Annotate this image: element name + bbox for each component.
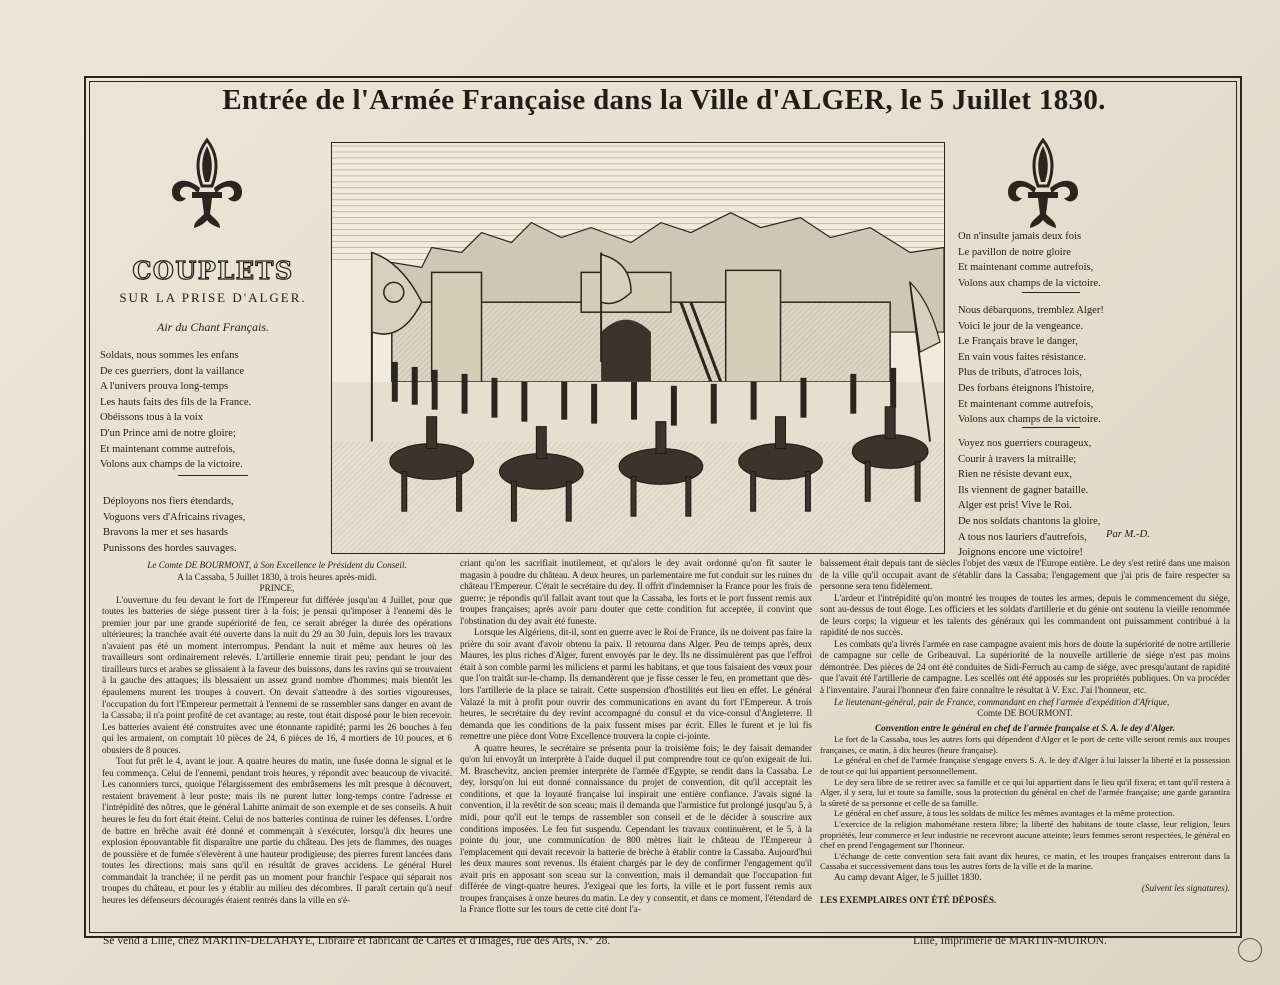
letter-paragraph: L'ardeur et l'intrépidité qu'on montré les troupes de toutes les armes, depuis le commencement du siége, sont au-dessus de tout éloge. Les officiers et les soldats d'artillerie et du génie ont soutenu la vieille renommée de leurs corps; la vigueur et les talents des généraux qui les commandent ont puissamment contribué à la rapidité de nos succès. [820, 592, 1230, 638]
verse-line: Voici le jour de la vengeance. [958, 320, 1084, 332]
verse-divider [1022, 427, 1080, 428]
verse-divider [178, 475, 248, 476]
convention-signatures: (Suivent les signatures). [1141, 883, 1230, 894]
fleur-de-lis-left-icon [166, 136, 248, 236]
deposit-notice: LES EXEMPLAIRES ONT ÉTÉ DÉPOSÉS. [820, 895, 997, 906]
letter-dateline: A la Cassaba, 5 Juillet 1830, à trois heures après-midi. [177, 571, 377, 582]
verse-line: Volons aux champs de la victoire. [958, 277, 1101, 289]
footer-printer: Lille, Imprimerie de MARTIN-MUIRON. [913, 935, 1107, 947]
verse-line: A tous nos lauriers d'autrefois, [958, 531, 1087, 543]
convention-date: Au camp devant Alger, le 5 juillet 1830. [834, 871, 982, 882]
letter-paragraph: baissement était depuis tant de siècles l'objet des vœux de l'Europe entière. Le dey s'est retiré dans une maison de la ville qu'il occupait avant de s'établir dans la Cassaba; l'engagement que j'ai pris de faire respecter sa personne sera tenu fidèlement. [820, 558, 1230, 592]
verse-line: Punissons des hordes sauvages. [103, 542, 237, 554]
song-air: Air du Chant Français. [156, 320, 269, 334]
song-subtitle: SUR LA PRISE D'ALGER. [119, 290, 307, 305]
verse-divider [1022, 292, 1080, 293]
letter-paragraph: L'ouverture du feu devant le fort de l'Empereur fut différée jusqu'au 4 Juillet, pour que toutes les batteries de siége pussent tirer à la fois; je pensai qu'imposer à l'ennemi dès le premier jour par une grande supériorité de feu, ce serait abréger la durée des opérations ultérieures; la tranchée avait été ouverte dans la nuit du 29 au 30 Juin, depuis lors les travaux n'avaient pas été un moment interrompus. Pendant la nuit et même aux heures où les travailleurs sont ordinairement relevés. L'artillerie ennemie tirait peu; pendant le jour des tirailleurs turcs et arabes se glissaient à la faveur des buissons, dans les ravins qui se trouvaient à la gauche des attaques; ils blessaient un assez grand nombre d'hommes; mais bientôt les épaulemens murent les troupes à couvert. On devait s'attendre à des sorties vigoureuses, l'occupation du fort l'Empereur permettait à l'ennemi de se rassembler sans danger en avant de la Cassaba; il n'a point profité de cet avantage; au reste, tout était disposé pour le bien recevoir. Les batteries avaient été construites avec une étonnante rapidité; parmi les 26 bouches à feu qui les armaient, on comptait 10 pièces de 24, 6 pièces de 16, 4 mortiers de 10 pouces, et 6 obusiers de 8 pouces. [102, 594, 452, 755]
convention-paragraph: L'exercice de la religion mahométane restera libre; la liberté des habitans de toute classe, leur religion, leurs propriétés, leur commerce et leur industrie ne recevront aucune atteinte; leurs femmes seront respectées, le général en chef en prend l'engagement sur l'honneur. [820, 818, 1230, 851]
verse-line: Nous débarquons, tremblez Alger! [958, 305, 1104, 316]
verse-line: Voguons vers d'Africains rivages, [103, 511, 246, 523]
verse-line: D'un Prince ami de notre gloire; [100, 427, 236, 439]
page-title: Entrée de l'Armée Française dans la Ville d'ALGER, le 5 Juillet 1830. [222, 84, 1106, 116]
convention-paragraph: Le général en chef de l'armée française s'engage envers S. A. le dey d'Alger à lui laisser la liberté et la possession de tout ce qui lui appartient personnellement. [820, 755, 1230, 776]
library-stamp-icon [1238, 938, 1262, 962]
verse-line: Plus de tributs, d'atroces lois, [958, 367, 1082, 379]
convention-paragraph: L'échange de cette convention sera fait avant dix heures, ce matin, et les troupes françaises entreront dans la Cassaba et successivement dans tous les autres forts de la ville et de la marine. [820, 850, 1230, 872]
engraving-illustration [331, 142, 945, 554]
verse-line: On n'insulte jamais deux fois [958, 231, 1082, 242]
letter-column-2 [460, 558, 812, 916]
verse-4 [958, 303, 1104, 428]
letter-paragraph: Les combats qu'a livrés l'armée en rase campagne avaient mis hors de doute la supériorité de notre artillerie de campagne sur celle de Gribeauval. La supériorité de la nouvelle artillerie de siége n'est pas moins démontrée. Des pièces de 24 ont été conduites de Sidi-Ferruch au camp de siége, avec presqu'autant de rapidité que l'avait été l'artillerie de campagne. Les scellés ont été apposés sur les propriétés publiques. On va procéder à l'inventaire. J'aurai l'honneur d'en faire connaître le résultat à V. Exc. J'ai l'honneur, etc. [820, 638, 1230, 696]
song-title: COUPLETS [132, 256, 294, 285]
convention-paragraph: Le fort de la Cassaba, tous les autres forts qui dépendent d'Alger et le port de cette ville seront remis aux troupes françaises, ce matin, à dix heures (heure française). [820, 734, 1230, 755]
song-signature: Par M.-D. [1106, 529, 1150, 540]
verse-line: Soldats, nous sommes les enfans [100, 350, 239, 361]
verse-line: Voyez nos guerriers courageux, [958, 438, 1092, 449]
verse-line: De nos soldats chantons la gloire, [958, 515, 1101, 527]
verse-line: Alger est pris! Vive le Roi. [958, 500, 1072, 512]
letter-column-1 [102, 560, 452, 906]
verse-line: Déployons nos fiers étendards, [103, 496, 234, 507]
verse-line: Le pavillon de notre gloire [958, 246, 1071, 258]
letter-heading-name: Le Comte DE BOURMONT, [147, 560, 252, 570]
verse-line: Et maintenant comme autrefois, [958, 262, 1094, 274]
verse-3 [958, 229, 1101, 291]
letter-paragraph: Lorsque les Algériens, dit-il, sont en guerre avec le Roi de France, ils ne doivent pas faire la prière du soir avant d'avoir obtenu la paix. Il retourna dans Alger. Peu de temps après, deux Maures, les plus riches d'Alger, furent envoyés par le dey. Ils ne dissimulèrent pas que l'effroi était à son comble parmi les miliciens et parmi les habitans, et que tous faisaient des vœux pour que l'on traitât sur-le-champ. Ils demandèrent que je fisse cesser le feu, en promettant que dès-lors l'artillerie de la place se tairait. Cette suspension d'hostilités eut lieu en effet. Le général Valazé la mit à profit pour ouvrir des communications en avant du fort l'Empereur. A trois heures, le secrétaire du dey revint accompagné du consul et du vice-consul d'Angleterre. Il demanda que les conditions de la paix fussent mises par écrit. Elles le furent et je lui fis remettre une pièce dont Votre Excellence trouvera la copie ci-jointe. [460, 627, 812, 742]
verse-line: Bravons la mer et ses hasards [103, 527, 229, 539]
verse-line: Ils viennent de gagner bataille. [958, 484, 1089, 496]
verse-line: Courir à travers la mitraille; [958, 453, 1077, 465]
convention-paragraph: Le dey sera libre de se retirer avec sa famille et ce qui lui appartient dans le lieu qu'il fixera; et tant qu'il restera à Alger, il y sera, lui et toute sa famille, sous la protection du général en chef de l'armée française; une garde garantira la sûreté de sa personne et celle de sa famille. [820, 776, 1230, 808]
verse-line: Obéissons tous à la voix [100, 412, 203, 424]
verse-line: A l'univers prouva long-temps [100, 381, 229, 393]
convention-paragraph: Le général en chef assure, à tous les soldats de milice les mêmes avantages et la même protection. [834, 808, 1175, 819]
engraving-drawing [332, 143, 944, 553]
verse-line: Volons aux champs de la victoire. [100, 459, 243, 471]
verse-line: Le Français brave le danger, [958, 336, 1078, 348]
verse-line: De ces guerriers, dont la vaillance [100, 365, 245, 377]
letter-paragraph: Tout fut prêt le 4, avant le jour. A quatre heures du matin, une fusée donna le signal et le feu commença. Celui de l'ennemi, pendant trois heures, y répondit avec beaucoup de vivacité. Les canonniers turcs, quoique l'élargissement des embrâsemens les mît presque à découvert, restaient bravement à leur poste; mais ils ne purent lutter long-temps contre l'adresse et l'intrépidité des nôtres, que le général Lahitte animait de son exemple et de ses conseils. A huit heures le feu du fort était éteint. Celui de nos batteries continua de ruiner les défenses. L'ordre de battre en brêche avait été donné et commençait à s'exécuter, lorsqu'à dix heures une explosion épouvantable fit disparaître une partie du château. Des jets de flammes, des nuages de poussière et de fumée s'élevèrent à une hauteur prodigieuse; des pierres furent lancées dans toutes les directions; mais sans qu'il en résultât de graves accidens. Le général Hurel commandait la tranchée; il ne perdit pas un moment pour franchir l'espace qui séparait nos troupes du château, et pour les y établir au milieu des décombres. Il paraît certain qu'à neuf heures les défenseurs découragés étaient rentrés dans la ville en s'é- [102, 756, 452, 905]
verse-line: Volons aux champs de la victoire. [958, 414, 1101, 426]
letter-column-3 [820, 558, 1230, 907]
verse-5 [958, 436, 1100, 561]
letter-paragraph: criant qu'on les sacrifiait inutilement, et qu'alors le dey avait ordonné qu'on fît sauter le magasin à poudre du château. A deux heures, un parlementaire me fut conduit sur les ruines du château l'Empereur. C'était le secrétaire du dey. Il offrit d'indemniser la France pour les frais de guerre; je répondis qu'il fallait avant tout que la Cassaba, les forts et le port fussent remis aux troupes françaises; après avoir paru douter que cette condition fut acceptée, il convint que l'obstination du dey avait été funeste. [460, 558, 812, 626]
letter-signoff: Le lieutenant-général, pair de France, commandant en chef l'armée d'expédition d'Afrique, [834, 696, 1170, 707]
verse-line: Et maintenant comme autrefois, [958, 398, 1094, 410]
verse-1 [100, 348, 251, 473]
letter-salutation: PRINCE, [259, 583, 295, 594]
verse-2 [103, 494, 245, 556]
letter-signer: Comte DE BOURMONT. [977, 708, 1073, 719]
footer-seller: Se vend à Lille, chez MARTIN-DELAHAYE, Libraire et fabricant de Cartes et d'Images, rue des Arts, N.° 28. [103, 935, 611, 947]
letter-paragraph: A quatre heures, le secrétaire se présenta pour la troisième fois; le dey faisait demander qu'on lui envoyât un interprète à l'aide duquel il put comprendre tout ce qu'on exigeait de lui. M. Braschevitz, ancien premier interprète de l'armée d'Egypte, se rendit dans la Cassaba. Le dey, lorsqu'on lui eut donné connaissance du projet de convention, dit qu'il acceptait les conditions, et que la loyauté française lui inspirait une entière confiance. J'avais signé la convention, il la revêtit de son sceau; mais il demanda que l'armistice fut prolongé jusqu'au 5, à midi, pour qu'il eut le temps de rassembler son conseil et de le décider à souscrire aux conditions imposées. Le feu fut suspendu. Cependant les travaux continuèrent, et le 5, à la pointe du jour, une communication de 800 mètres liait le château de l'Empereur à l'emplacement qui devait recevoir la batterie de brèche à établir contre la Cassaba. Aujourd'hui les deux maures sont revenus. Ils étaient chargés par le dey de confirmer l'engagement qu'il avait pris en apposant son sceau sur la convention, mais il demandait que l'occupation fut différée de vingt-quatre heures. J'exigeai que les forts, la ville et le port fussent remis aux troupes françaises à onze heures du matin. Le dey y consentit, et dans ce moment, l'étendard de la France flotte sur les tours de cette cité dont l'a- [460, 742, 812, 915]
verse-line: Les hauts faits des fils de la France. [100, 396, 252, 408]
verse-line: Des forbans éteignons l'histoire, [958, 382, 1095, 394]
verse-line: En vain vous faites résistance. [958, 351, 1086, 363]
letter-heading: à Son Excellence le Président du Conseil. [253, 560, 407, 570]
fleur-de-lis-right-icon [1002, 136, 1084, 236]
verse-line: Rien ne résiste devant eux, [958, 469, 1072, 481]
verse-line: Et maintenant comme autrefois, [100, 443, 236, 455]
convention-title: Convention entre le général en chef de l'armée française et S. A. le dey d'Alger. [874, 722, 1175, 733]
verse-line: Joignons encore une victoire! [958, 547, 1084, 559]
